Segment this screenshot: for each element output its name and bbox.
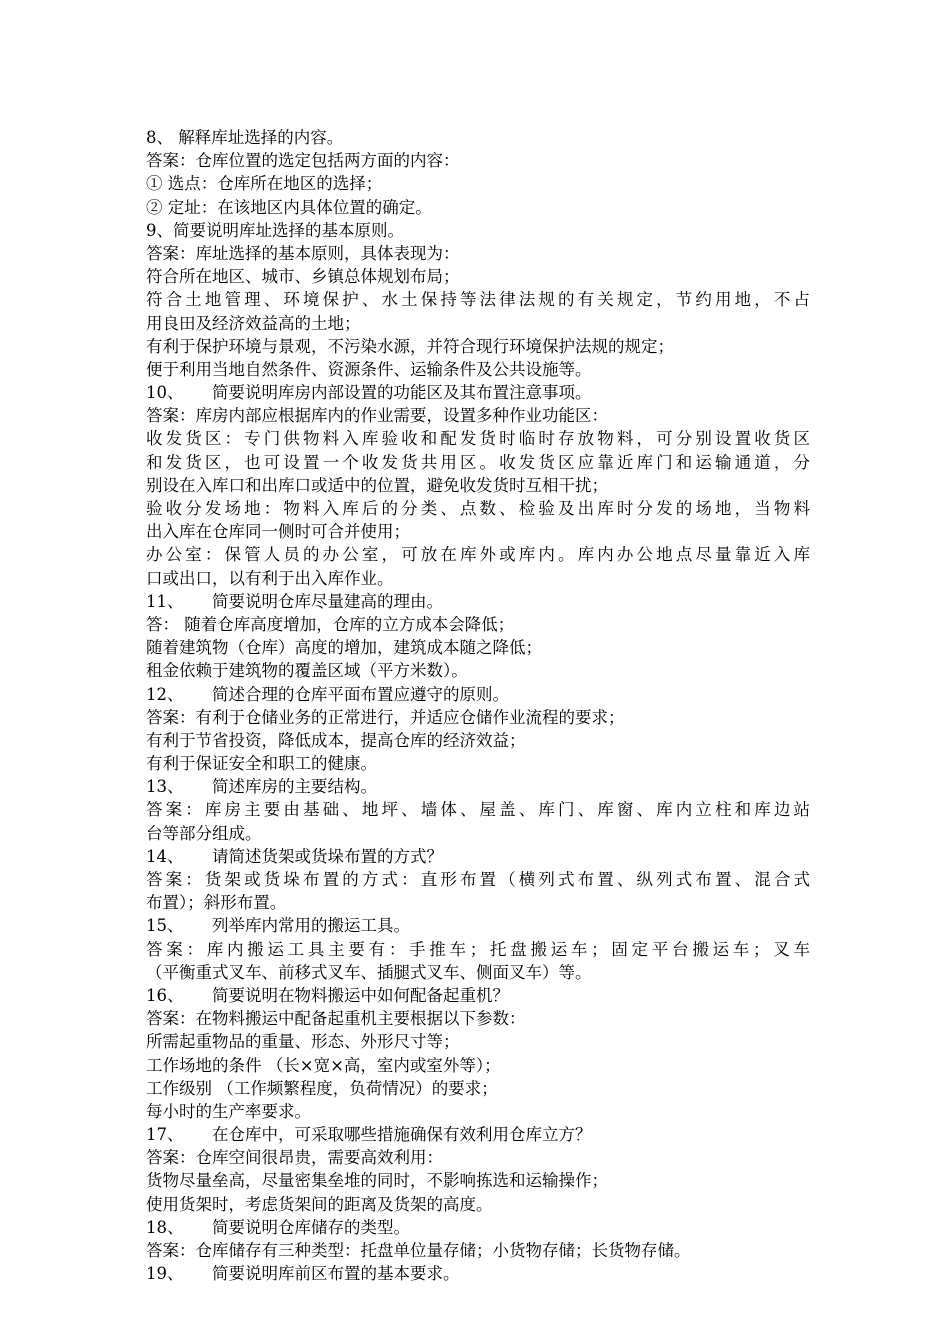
line-text: 别设在入库口和出库口或适中的位置，避免收发货时互相干扰； <box>146 475 608 495</box>
text-line <box>146 1239 810 1262</box>
line-text: 便于利用当地自然条件、资源条件、运输条件及公共设施等。 <box>146 359 592 379</box>
line-text: 答案：货架或货垛布置的方式：直形布置（横列式布置、纵列式布置、混合式 <box>146 870 810 889</box>
text-line <box>146 1030 810 1053</box>
question-number: 11、 <box>146 591 184 611</box>
document-body <box>146 126 810 1285</box>
question-text: 在仓库中，可采取哪些措施确保有效利用仓库立方？ <box>212 1125 592 1145</box>
text-line <box>146 868 810 891</box>
text-line <box>146 312 810 335</box>
text-line <box>146 265 810 288</box>
question-number: 10、 <box>146 383 184 403</box>
text-line <box>146 196 810 219</box>
text-line <box>146 891 810 914</box>
line-text: 出入库在仓库同一侧时可合并使用； <box>146 522 410 542</box>
question-number: 15、 <box>146 916 184 936</box>
line-text: 答案：库房主要由基础、地坪、墙体、屋盖、库门、库窗、库内立柱和库边站 <box>146 800 810 820</box>
line-text: 有利于节省投资，降低成本，提高仓库的经济效益； <box>146 730 526 750</box>
text-line <box>146 149 810 172</box>
question-text: 简要说明库前区布置的基本要求。 <box>212 1264 460 1284</box>
text-line <box>146 706 810 729</box>
text-line <box>146 404 810 427</box>
line-text: 答案：在物料搬运中配备起重机主要根据以下参数： <box>146 1009 526 1029</box>
text-line <box>146 961 810 984</box>
text-line <box>146 729 810 752</box>
line-text: 口或出口，以有利于出入库作业。 <box>146 568 394 588</box>
line-text: 答案：仓库位置的选定包括两方面的内容： <box>146 151 460 171</box>
text-line <box>146 520 810 543</box>
text-line <box>146 1123 810 1146</box>
text-line <box>146 845 810 868</box>
line-text: 答案：有利于仓储业务的正常进行，并适应仓储作业流程的要求； <box>146 707 625 727</box>
text-line <box>146 1100 810 1123</box>
line-text: 使用货架时，考虑货架间的距离及货架的高度。 <box>146 1194 493 1214</box>
text-line <box>146 567 810 590</box>
line-text: 布置）；斜形布置。 <box>146 893 287 913</box>
line-text: 每小时的生产率要求。 <box>146 1101 311 1121</box>
text-line <box>146 613 810 636</box>
text-line <box>146 659 810 682</box>
text-line <box>146 1054 810 1077</box>
text-line <box>146 358 810 381</box>
question-number: 12、 <box>146 684 184 704</box>
line-text: 验收分发场地：物料入库后的分类、点数、检验及出库时分发的场地，当物料 <box>146 499 810 518</box>
text-line <box>146 636 810 659</box>
text-line <box>146 219 810 242</box>
text-line <box>146 914 810 937</box>
question-text: 简要说明库房内部设置的功能区及其布置注意事项。 <box>212 383 592 403</box>
question-text: 简述合理的仓库平面布置应遵守的原则。 <box>212 684 509 704</box>
line-text: 答案：库址选择的基本原则，具体表现为： <box>146 243 460 263</box>
line-text: 租金依赖于建筑物的覆盖区域（平方米数）。 <box>146 661 468 681</box>
line-text: 收发货区：专门供物料入库验收和配发货时临时存放物料，可分别设置收货区 <box>146 429 810 449</box>
text-line <box>146 752 810 775</box>
line-text: 工作级别 （工作频繁程度，负荷情况）的要求； <box>146 1078 498 1098</box>
text-line <box>146 543 810 566</box>
line-text: ① 选点：仓库所在地区的选择； <box>146 174 383 194</box>
text-line <box>146 381 810 404</box>
text-line <box>146 984 810 1007</box>
question-text: 简要说明仓库储存的类型。 <box>212 1217 410 1237</box>
line-text: （平衡重式叉车、前移式叉车、插腿式叉车、侧面叉车）等。 <box>146 962 592 982</box>
question-text: 简要说明仓库尽量建高的理由。 <box>212 591 443 611</box>
line-text: 9、简要说明库址选择的基本原则。 <box>146 220 404 240</box>
text-line <box>146 683 810 706</box>
text-line <box>146 497 810 520</box>
question-text: 列举库内常用的搬运工具。 <box>212 916 410 936</box>
text-line <box>146 1262 810 1285</box>
text-line <box>146 1216 810 1239</box>
line-text: 台等部分组成。 <box>146 823 262 843</box>
line-text: 和发货区，也可设置一个收发货共用区。收发货区应靠近库门和运输通道，分 <box>146 452 810 472</box>
line-text: 有利于保证安全和职工的健康。 <box>146 754 377 774</box>
line-text: 工作场地的条件 （长×宽×高，室内或室外等）； <box>146 1055 501 1075</box>
text-line <box>146 590 810 613</box>
question-text: 请简述货架或货垛布置的方式？ <box>212 846 443 866</box>
text-line <box>146 1077 810 1100</box>
line-text: 符合所在地区、城市、乡镇总体规划布局； <box>146 267 460 287</box>
text-line <box>146 427 810 450</box>
question-number: 17、 <box>146 1125 184 1145</box>
question-number: 18、 <box>146 1217 184 1237</box>
line-text: 随着建筑物（仓库）高度的增加，建筑成本随之降低； <box>146 638 542 658</box>
text-line <box>146 474 810 497</box>
line-text: 答： 随着仓库高度增加，仓库的立方成本会降低； <box>146 614 515 634</box>
text-line <box>146 1146 810 1169</box>
text-line <box>146 1193 810 1216</box>
line-text: 答案：库内搬运工具主要有：手推车；托盘搬运车；固定平台搬运车；叉车 <box>146 939 810 959</box>
text-line <box>146 242 810 265</box>
text-line <box>146 126 810 149</box>
question-text: 简述库房的主要结构。 <box>212 777 377 797</box>
text-line <box>146 451 810 474</box>
question-number: 13、 <box>146 777 184 797</box>
text-line <box>146 938 810 961</box>
line-text: 有利于保护环境与景观，不污染水源，并符合现行环境保护法规的规定； <box>146 336 674 356</box>
line-text: 货物尽量垒高，尽量密集垒堆的同时，不影响拣选和运输操作； <box>146 1171 608 1191</box>
line-text: ② 定址：在该地区内具体位置的确定。 <box>146 197 432 217</box>
line-text: 8、 解释库址选择的内容。 <box>146 128 344 147</box>
line-text: 答案：库房内部应根据库内的作业需要，设置多种作业功能区： <box>146 406 608 426</box>
text-line <box>146 1169 810 1192</box>
line-text: 符合土地管理、环境保护、水土保持等法律法规的有关规定，节约用地，不占 <box>146 290 810 310</box>
line-text: 所需起重物品的重量、形态、外形尺寸等； <box>146 1032 460 1052</box>
question-number: 19、 <box>146 1264 184 1284</box>
line-text: 答案：仓库储存有三种类型：托盘单位量存储；小货物存储；长货物存储。 <box>146 1241 691 1260</box>
text-line <box>146 335 810 358</box>
text-line <box>146 775 810 798</box>
line-text: 答案：仓库空间很昂贵，需要高效利用： <box>146 1148 443 1168</box>
text-line <box>146 822 810 845</box>
line-text: 办公室：保管人员的办公室，可放在库外或库内。库内办公地点尽量靠近入库 <box>146 545 810 565</box>
text-line <box>146 1007 810 1030</box>
text-line <box>146 288 810 311</box>
question-number: 16、 <box>146 985 184 1005</box>
question-number: 14、 <box>146 846 184 866</box>
text-line <box>146 172 810 195</box>
line-text: 用良田及经济效益高的土地； <box>146 313 361 333</box>
text-line <box>146 798 810 821</box>
question-text: 简要说明在物料搬运中如何配备起重机？ <box>212 985 509 1005</box>
